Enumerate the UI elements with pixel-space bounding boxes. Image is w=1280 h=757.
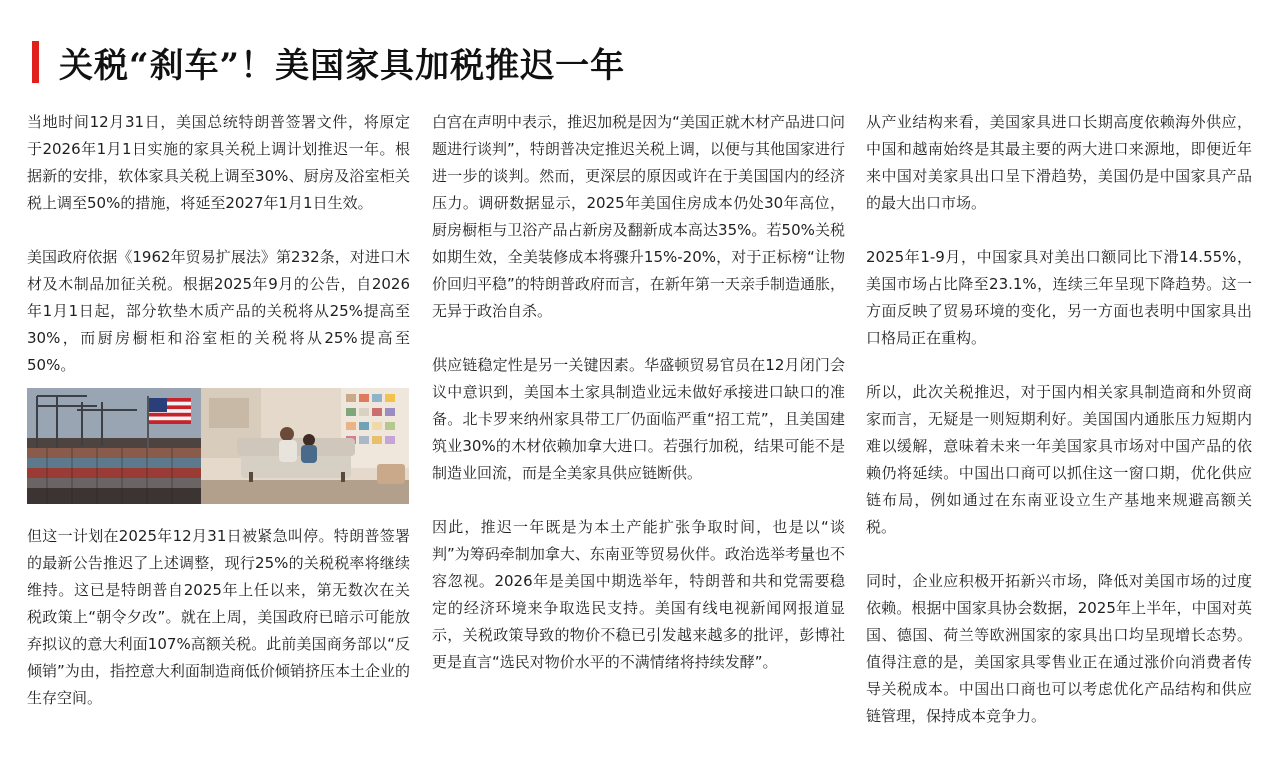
article-title: 关税“刹车”！美国家具加税推迟一年 bbox=[59, 45, 626, 86]
paragraph-2: 美国政府依据《1962年贸易扩展法》第232条，对进口木材及木制品加征关税。根据2025年9月的公告，自2026年1月1日起，部分软垫木质产品的关税将从25%提高至30%，而厨房橱柜和浴室柜的关税将从25%提高至50%。 bbox=[27, 248, 410, 374]
furniture-showroom-photo bbox=[201, 388, 409, 504]
column-3 bbox=[866, 109, 1252, 757]
title-block bbox=[32, 40, 625, 84]
paragraph-4: 白宫在声明中表示，推迟加税是因为“美国正就木材产品进口问题进行谈判”，特朗普决定推迟关税上调，以便与其他国家进行进一步的谈判。然而，更深层的原因或许在于美国国内的经济压力。调研数据显示，2025年美国住房成本仍处30年高位，厨房橱柜与卫浴产品占新房及翻新成本高达35%。若50%关税如期生效，全美装修成本将骤升15%-20%，对于正标榜“让物价回归平稳”的特朗普政府而言，在新年第一天亲手制造通胀，无异于政治自杀。 bbox=[432, 113, 845, 320]
column-1 bbox=[27, 109, 410, 739]
paragraph-10: 同时，企业应积极开拓新兴市场，降低对美国市场的过度依赖。根据中国家具协会数据，2025年上半年，中国对英国、德国、荷兰等欧洲国家的家具出口均呈现增长态势。值得注意的是，美国家具零售业正在通过涨价向消费者传导关税成本。中国出口商也可以考虑优化产品结构和供应链管理，保持成本竞争力。 bbox=[866, 572, 1252, 725]
container-port-flag-photo bbox=[27, 388, 201, 504]
title-accent-bar bbox=[32, 41, 39, 83]
paragraph-3: 但这一计划在2025年12月31日被紧急叫停。特朗普签署的最新公告推迟了上述调整，现行25%的关税税率将继续维持。这已是特朗普自2025年上任以来，第无数次在关税政策上“朝令夕改”。就在上周，美国政府已暗示可能放弃拟议的意大利面107%高额关税。此前美国商务部以“反倾销”为由，指控意大利面制造商低价倾销挤压本土企业的生存空间。 bbox=[27, 527, 410, 707]
paragraph-6: 因此，推迟一年既是为本土产能扩张争取时间，也是以“谈判”为筹码牵制加拿大、东南亚等贸易伙伴。政治选举考量也不容忽视。2026年是美国中期选举年，特朗普和共和党需要稳定的经济环境来争取选民支持。美国有线电视新闻网报道显示，关税政策导致的物价不稳已引发越来越多的批评，彭博社更是直言“选民对物价水平的不满情绪将持续发酵”。 bbox=[432, 518, 845, 671]
paragraph-7: 从产业结构来看，美国家具进口长期高度依赖海外供应，中国和越南始终是其最主要的两大进口来源地，即便近年来中国对美家具出口呈下滑趋势，美国仍是中国家具产品的最大出口市场。 bbox=[866, 113, 1252, 212]
article-photo bbox=[27, 388, 409, 504]
column-2 bbox=[432, 109, 845, 703]
paragraph-5: 供应链稳定性是另一关键因素。华盛顿贸易官员在12月闭门会议中意识到，美国本土家具制造业远未做好承接进口缺口的准备。北卡罗来纳州家具带工厂仍面临严重“招工荒”，且美国建筑业30%的木材依赖加拿大进口。若强行加税，结果可能不是制造业回流，而是全美家具供应链断供。 bbox=[432, 356, 845, 482]
paragraph-9: 所以，此次关税推迟，对于国内相关家具制造商和外贸商家而言，无疑是一则短期利好。美国国内通胀压力短期内难以缓解，意味着未来一年美国家具市场对中国产品的依赖仍将延续。中国出口商可以抓住这一窗口期，优化供应链布局，例如通过在东南亚设立生产基地来规避高额关税。 bbox=[866, 383, 1252, 536]
paragraph-1: 当地时间12月31日，美国总统特朗普签署文件，将原定于2026年1月1日实施的家具关税上调计划推迟一年。根据新的安排，软体家具关税上调至30%、厨房及浴室柜关税上调至50%的措施，将延至2027年1月1日生效。 bbox=[27, 113, 410, 212]
paragraph-8: 2025年1-9月，中国家具对美出口额同比下滑14.55%，美国市场占比降至23.1%，连续三年呈现下降趋势。这一方面反映了贸易环境的变化，另一方面也表明中国家具出口格局正在重构。 bbox=[866, 248, 1252, 347]
